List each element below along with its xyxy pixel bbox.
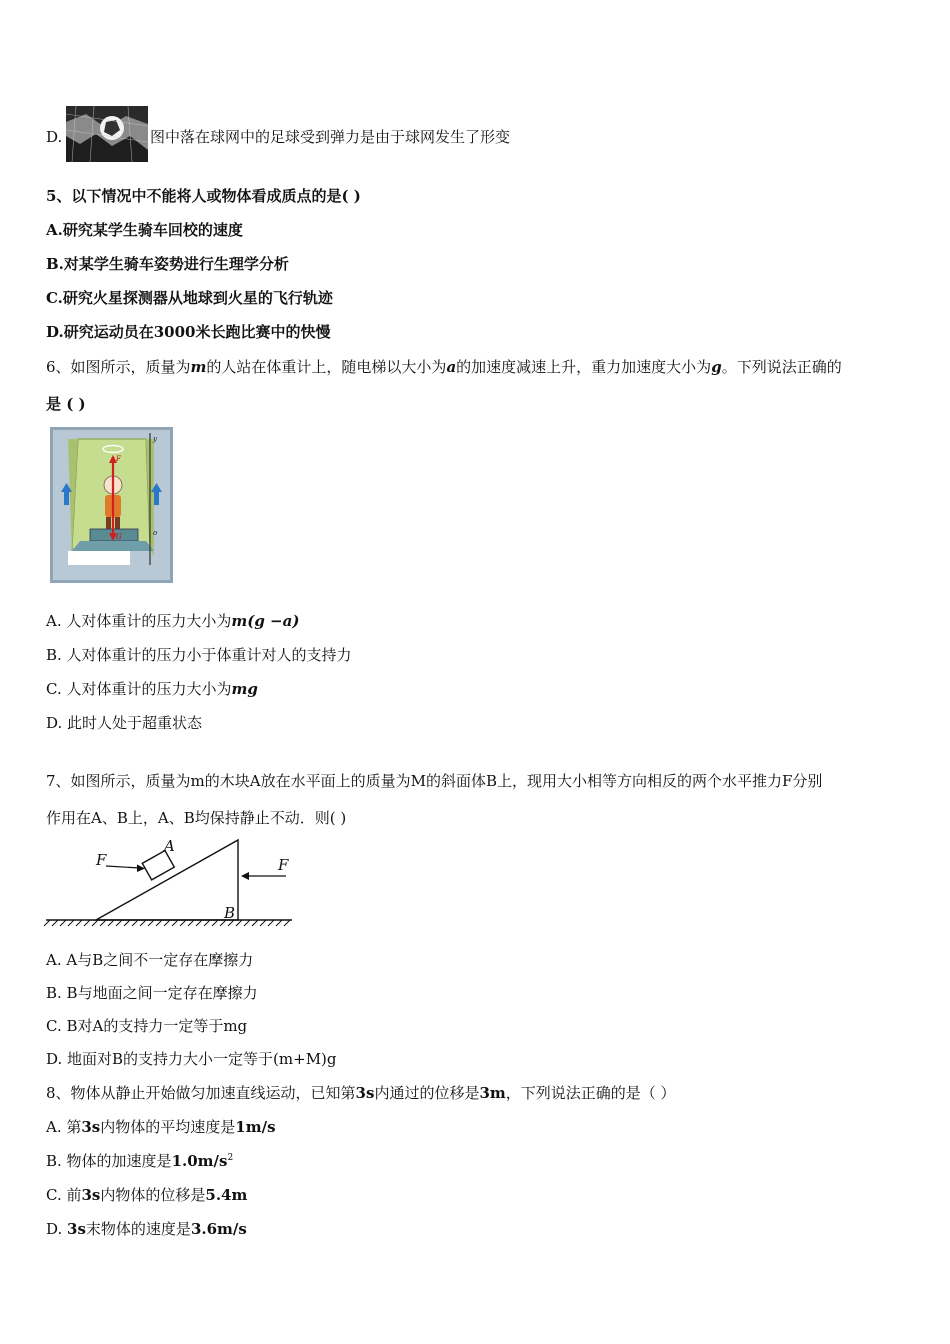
q7-option-a: A. A与B之间不一定存在摩擦力 bbox=[46, 951, 254, 969]
q8-option-d: D. 3s末物体的速度是3.6m/s bbox=[46, 1220, 247, 1238]
q8-option-b: B. 物体的加速度是$1.0m/s^2$ bbox=[46, 1152, 234, 1170]
force-f-left-label: F bbox=[96, 851, 107, 869]
q7-option-b: B. B与地面之间一定存在摩擦力 bbox=[46, 984, 258, 1002]
force-f-right-label: F bbox=[278, 856, 289, 874]
q5-option-d: D.研究运动员在3000米长跑比赛中的快慢 bbox=[46, 323, 331, 341]
q7-stem-line2: 作用在A、B上，A、B均保持静止不动．则( ) bbox=[46, 809, 347, 827]
q7-option-d: D. 地面对B的支持力大小一定等于(m+M)g bbox=[46, 1050, 337, 1068]
q5-option-c: C.研究火星探测器从地球到火星的飞行轨迹 bbox=[46, 289, 333, 307]
elevator-figure bbox=[50, 427, 173, 583]
q4-option-d-label: D. bbox=[46, 128, 63, 146]
q8-option-a: A. 第3s内物体的平均速度是1m/s bbox=[46, 1118, 276, 1136]
q6-stem-line2: 是 ( ) bbox=[46, 395, 86, 413]
incline-figure bbox=[44, 834, 296, 930]
q5-option-a: A.研究某学生骑车回校的速度 bbox=[46, 221, 243, 239]
q6-option-a: A. 人对体重计的压力大小为m(g −a) bbox=[46, 612, 300, 630]
q6-stem-line1: 6、如图所示，质量为m的人站在体重计上，随电梯以大小为a的加速度减速上升，重力加速度大小为g。下列说法正确的 bbox=[46, 358, 842, 376]
q8-option-c: C. 前3s内物体的位移是5.4m bbox=[46, 1186, 248, 1204]
q7-stem-line1: 7、如图所示，质量为m的木块A放在水平面上的质量为M的斜面体B上，现用大小相等方向相反的两个水平推力F分别 bbox=[46, 772, 823, 790]
q5-option-b: B.对某学生骑车姿势进行生理学分析 bbox=[46, 255, 289, 273]
q6-option-d: D. 此时人处于超重状态 bbox=[46, 714, 203, 732]
axis-o-label: o bbox=[153, 529, 158, 537]
q5-stem: 5、以下情况中不能将人或物体看成质点的是( ) bbox=[46, 187, 361, 205]
force-f-label: F bbox=[116, 455, 121, 463]
q6-option-c: C. 人对体重计的压力大小为mg bbox=[46, 680, 258, 698]
axis-y-label: y bbox=[153, 435, 157, 443]
q6-option-b: B. 人对体重计的压力小于体重计对人的支持力 bbox=[46, 646, 352, 664]
q8-stem: 8、物体从静止开始做匀加速直线运动，已知第3s内通过的位移是3m，下列说法正确的是（ ） bbox=[46, 1084, 676, 1102]
block-a-label: A bbox=[164, 837, 175, 855]
soccer-net-photo bbox=[66, 106, 148, 162]
force-g-label: G bbox=[116, 533, 122, 541]
wedge-b-label: B bbox=[224, 904, 236, 922]
q4-option-d-text: 图中落在球网中的足球受到弹力是由于球网发生了形变 bbox=[150, 128, 511, 146]
q7-option-c: C. B对A的支持力一定等于mg bbox=[46, 1017, 248, 1035]
